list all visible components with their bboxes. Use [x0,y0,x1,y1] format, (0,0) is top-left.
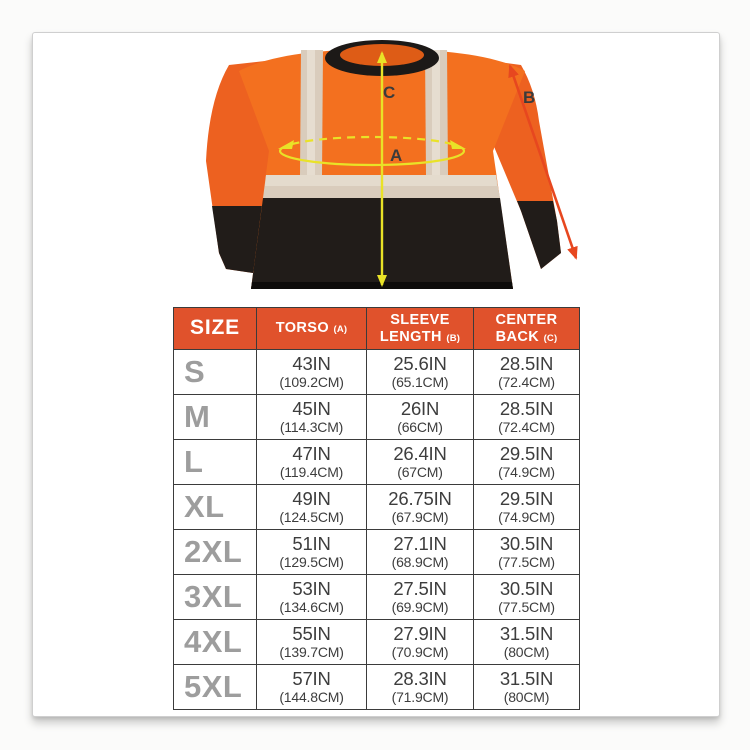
value-cm: (144.8CM) [279,688,344,705]
table-row-3xl [174,575,580,620]
value-cm: (67.9CM) [391,508,449,525]
header-sleeve-length [367,308,474,350]
back-value [474,665,580,710]
torso-value [257,395,367,440]
table-row-s [174,350,580,395]
torso-value [257,620,367,665]
value-inches: 57IN [292,667,331,689]
back-value [474,575,580,620]
header-size-label: SIZE [190,316,240,340]
value-inches: 28.5IN [499,397,554,419]
torso-value [257,575,367,620]
torso-value [257,665,367,710]
value-inches: 55IN [292,622,331,644]
value-inches: 43IN [292,352,331,374]
torso-value [257,530,367,575]
value-inches: 27.1IN [393,532,447,554]
table-row-m [174,395,580,440]
value-cm: (69.9CM) [391,598,449,615]
value-inches: 26IN [400,397,440,419]
value-inches: 27.5IN [393,577,447,599]
value-cm: (124.5CM) [279,508,344,525]
sleeve-value [367,530,474,575]
value-cm: (109.2CM) [279,373,344,390]
value-cm: (72.4CM) [498,373,555,390]
table-row-xl [174,485,580,530]
torso-value [257,485,367,530]
header-torso-ref: (A) [333,324,348,336]
value-inches: 25.6IN [393,352,447,374]
sleeve-value [367,575,474,620]
sleeve-value [367,440,474,485]
value-cm: (67CM) [397,463,443,480]
sleeve-value [367,395,474,440]
size-chart-table [173,307,580,710]
value-inches: 49IN [292,487,331,509]
header-sleeve-ref: (B) [446,332,461,344]
size-label: 3XL [174,575,257,620]
header-back-label: CENTER BACK [495,311,558,345]
header-back-ref: (C) [543,332,558,344]
value-cm: (66CM) [397,418,443,435]
torso-value [257,440,367,485]
value-cm: (80CM) [503,688,550,705]
table-row-4xl [174,620,580,665]
value-cm: (77.5CM) [498,553,555,570]
table-row-5xl [174,665,580,710]
header-sleeve-label: SLEEVE LENGTH [379,311,450,345]
value-inches: 29.5IN [499,487,554,509]
value-inches: 31.5IN [499,667,554,689]
back-value [474,440,580,485]
value-inches: 51IN [292,532,331,554]
measure-label-a: A [390,146,403,165]
size-label: S [174,350,257,395]
back-value [474,350,580,395]
back-value [474,530,580,575]
value-cm: (77.5CM) [498,598,555,615]
size-label: L [174,440,257,485]
shirt-measurement-diagram [161,37,601,307]
value-cm: (114.3CM) [279,418,344,435]
back-value [474,485,580,530]
value-inches: 26.75IN [388,487,452,509]
size-label: 5XL [174,665,257,710]
table-header-row [174,308,580,350]
value-cm: (74.9CM) [498,508,555,525]
sleeve-value [367,620,474,665]
measure-label-b: B [523,88,536,107]
value-inches: 31.5IN [499,622,554,644]
hi-vis-shirt-illustration [161,37,601,307]
back-value [474,620,580,665]
header-torso-label: TORSO [275,320,330,337]
value-inches: 30.5IN [499,532,554,554]
value-inches: 29.5IN [499,442,554,464]
sleeve-value [367,350,474,395]
size-label: M [174,395,257,440]
value-cm: (134.6CM) [279,598,344,615]
size-label: 4XL [174,620,257,665]
value-cm: (71.9CM) [391,688,449,705]
back-value [474,395,580,440]
value-cm: (72.4CM) [498,418,555,435]
value-cm: (119.4CM) [279,463,344,480]
value-cm: (65.1CM) [391,373,449,390]
size-label: XL [174,485,257,530]
table-row-2xl [174,530,580,575]
measure-label-c: C [383,83,396,102]
value-inches: 30.5IN [499,577,554,599]
value-inches: 47IN [292,442,331,464]
sleeve-value [367,665,474,710]
header-center-back [474,308,580,350]
value-inches: 53IN [292,577,331,599]
value-inches: 45IN [292,397,331,419]
value-cm: (74.9CM) [498,463,555,480]
value-cm: (68.9CM) [391,553,449,570]
value-inches: 28.5IN [499,352,554,374]
value-inches: 26.4IN [393,442,447,464]
value-inches: 27.9IN [393,622,447,644]
value-cm: (129.5CM) [279,553,344,570]
size-label: 2XL [174,530,257,575]
size-chart-card [32,32,720,717]
value-cm: (139.7CM) [279,643,344,660]
value-cm: (80CM) [503,643,550,660]
header-torso [257,308,367,350]
value-cm: (70.9CM) [391,643,449,660]
header-size [174,308,257,350]
torso-value [257,350,367,395]
value-inches: 28.3IN [393,667,447,689]
sleeve-value [367,485,474,530]
table-row-l [174,440,580,485]
